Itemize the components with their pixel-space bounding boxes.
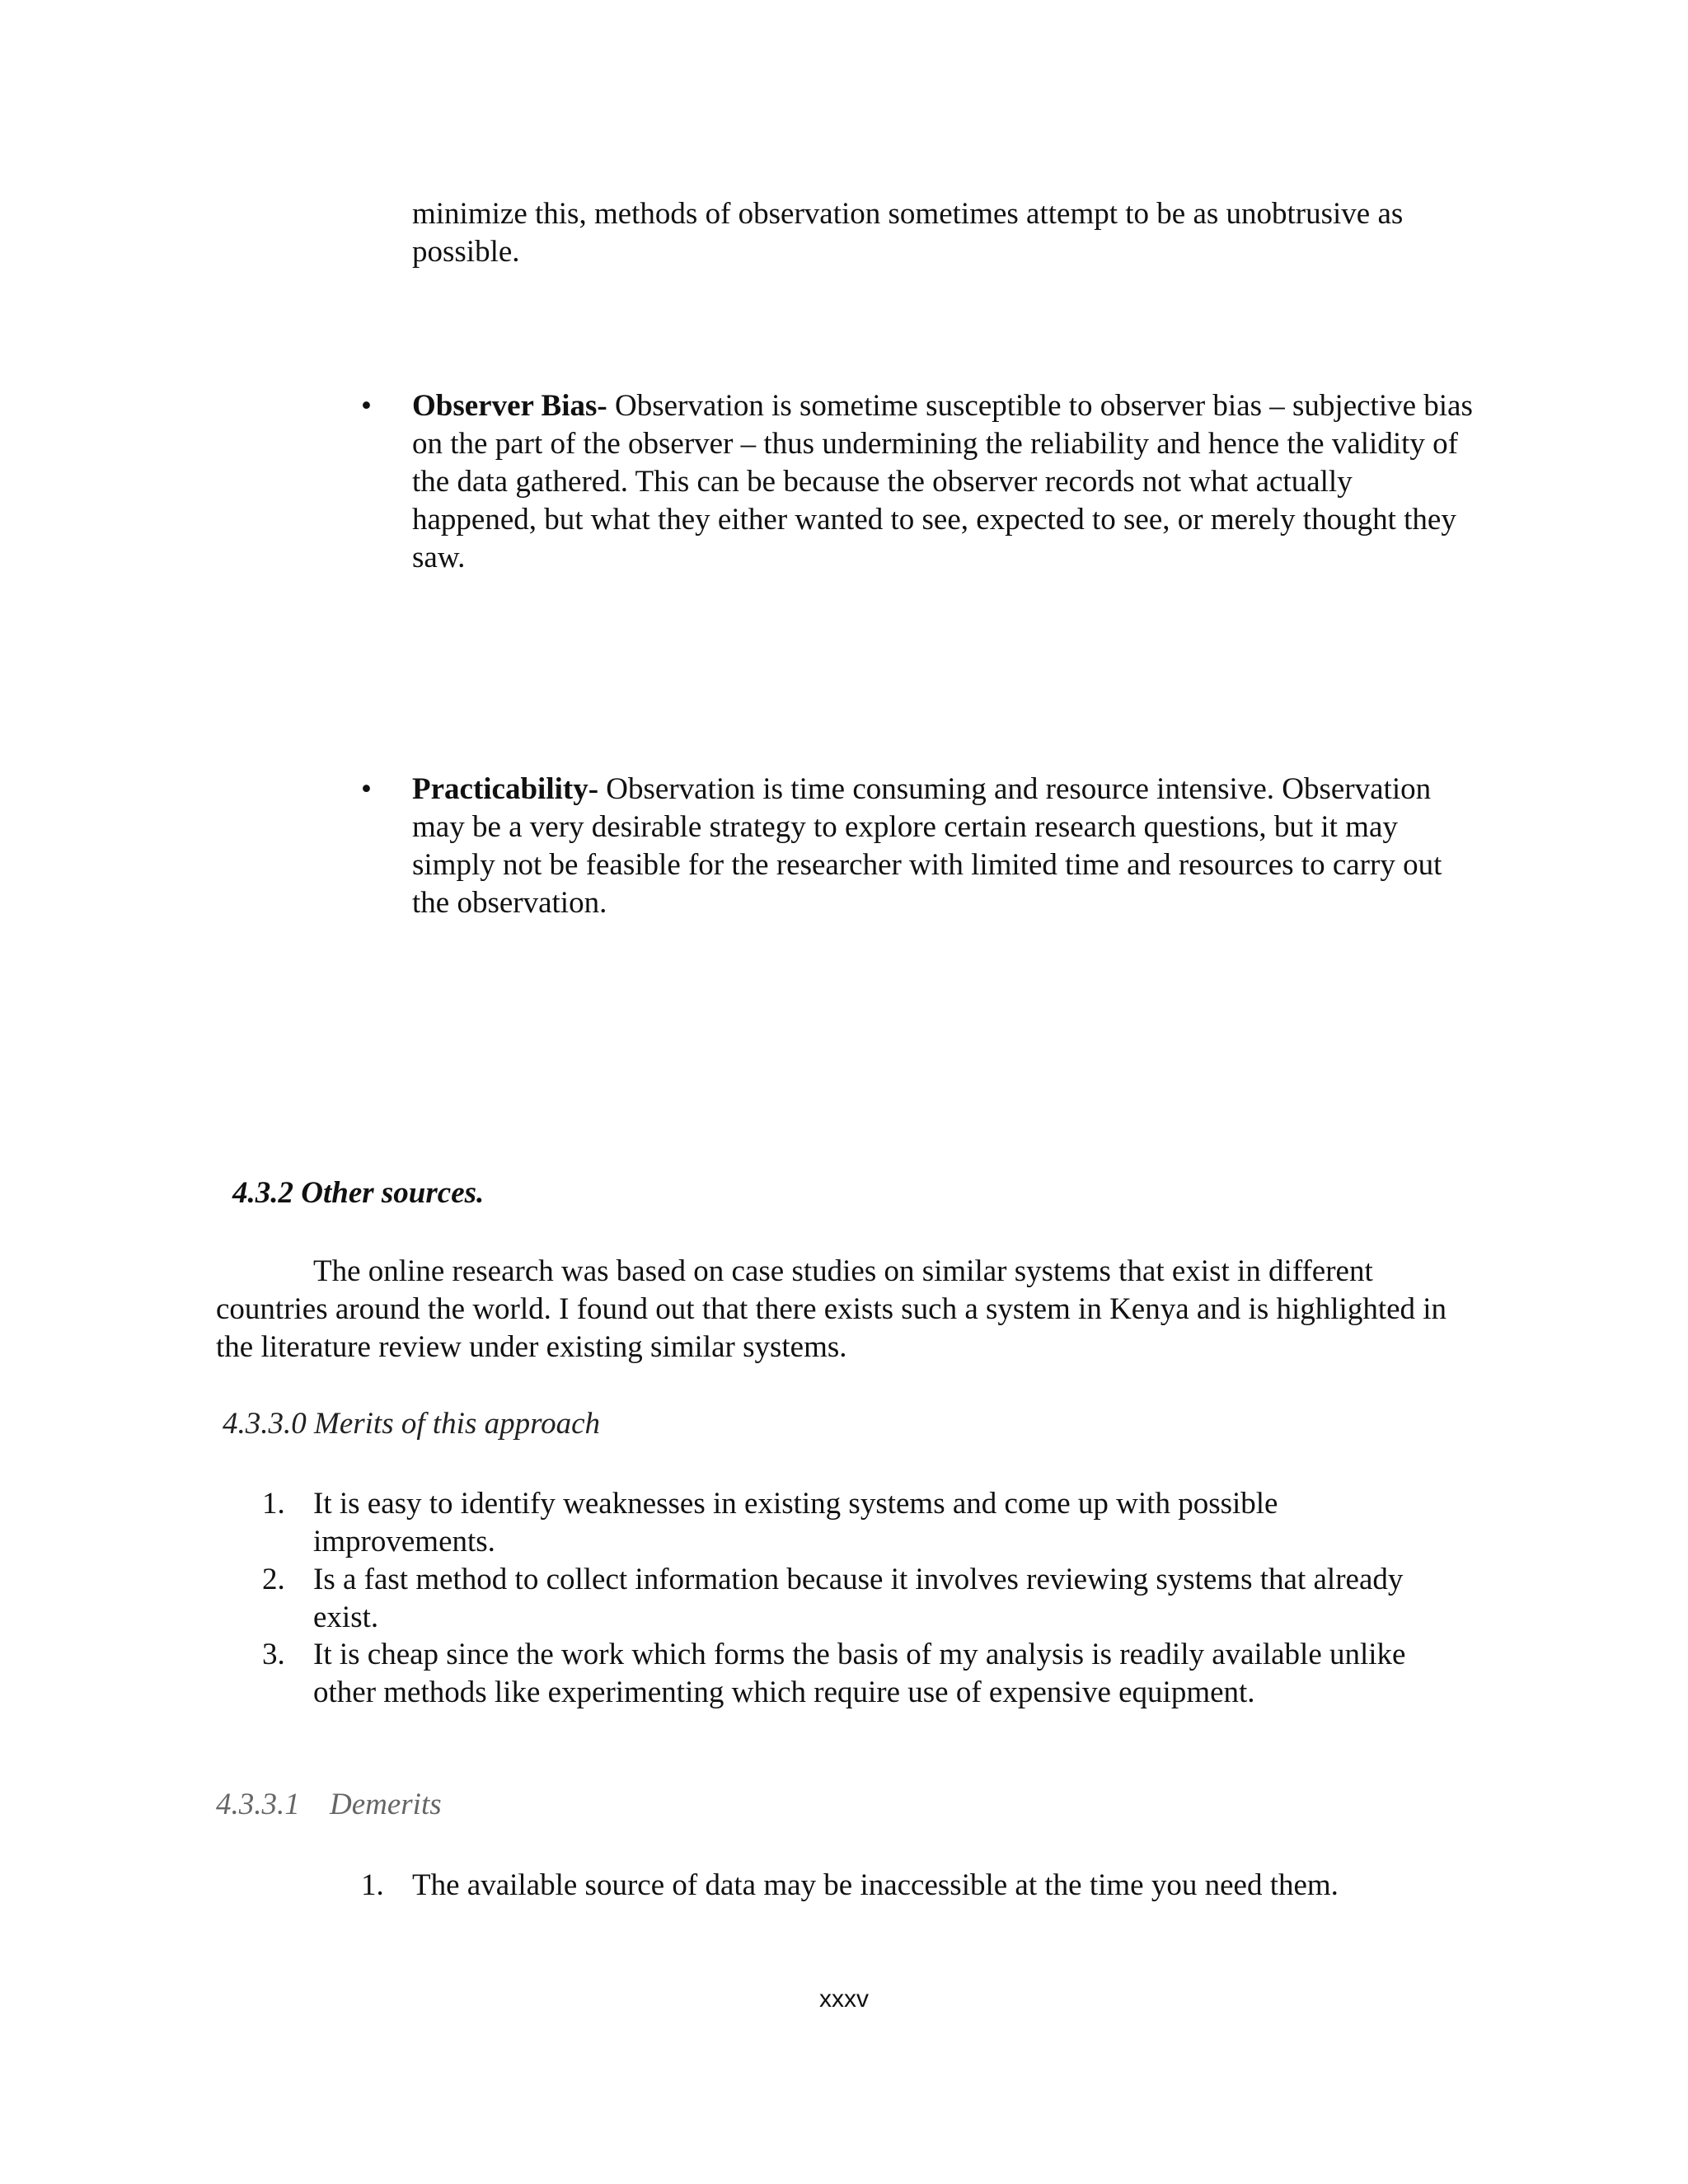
- demerits-title: Demerits: [330, 1788, 442, 1821]
- bullet-description: Observation is sometime susceptible to observer bias – subjective bias on the part of the observer – thus undermining the reliability and hence the validity of the data gathered. This can be because the observer records not what actually happened, but what they either wanted to see, expected to see, or merely thought they saw.: [412, 389, 1473, 574]
- section-heading-4-3-2: 4.3.2 Other sources.: [232, 1176, 485, 1210]
- merit-item: [262, 1636, 1467, 1712]
- bullet-term: Observer Bias-: [412, 389, 607, 423]
- merit-text: It is cheap since the work which forms the basis of my analysis is readily available unlike other methods like experimenting which require use of expensive equipment.: [313, 1638, 1406, 1709]
- demerits-heading: [216, 1786, 442, 1824]
- bullet-item-practicability: [361, 771, 1484, 922]
- merit-item: [262, 1561, 1467, 1637]
- bullet-description: Observation is time consuming and resource intensive. Observation may be a very desirable strategy to explore certain research questions, but it may simply not be feasible for the researcher with limited time and resources to carry out the observation.: [412, 772, 1442, 920]
- merits-heading: 4.3.3.0 Merits of this approach: [223, 1407, 601, 1441]
- list-number: 2.: [262, 1563, 285, 1596]
- section-paragraph: [216, 1253, 1469, 1366]
- bullet-text: [412, 771, 1484, 922]
- bullet-term: Practicability-: [412, 772, 599, 806]
- bullet-icon: •: [361, 389, 372, 423]
- list-number: 1.: [262, 1487, 285, 1521]
- demerit-text: The available source of data may be inaccessible at the time you need them.: [412, 1868, 1339, 1902]
- merit-text: It is easy to identify weaknesses in existing systems and come up with possible improvements.: [313, 1487, 1278, 1558]
- demerit-item: [361, 1867, 1566, 1905]
- list-number: 3.: [262, 1638, 285, 1671]
- bullet-icon: •: [361, 772, 372, 806]
- demerits-number: 4.3.3.1: [216, 1788, 300, 1821]
- page-number: xxxv: [819, 1985, 869, 2013]
- paragraph-text: The online research was based on case studies on similar systems that exist in different countries around the world. I found out that there exists such a system in Kenya and is highlighted in the literature review under existing similar systems.: [216, 1254, 1447, 1364]
- bullet-text: [412, 387, 1484, 577]
- merit-item: [262, 1485, 1467, 1561]
- list-number: 1.: [361, 1868, 384, 1902]
- merit-text: Is a fast method to collect information because it involves reviewing systems that already exist.: [313, 1563, 1404, 1634]
- continuation-paragraph: minimize this, methods of observation sometimes attempt to be as unobtrusive as possible.: [412, 197, 1404, 269]
- bullet-item-observer-bias: [361, 387, 1484, 577]
